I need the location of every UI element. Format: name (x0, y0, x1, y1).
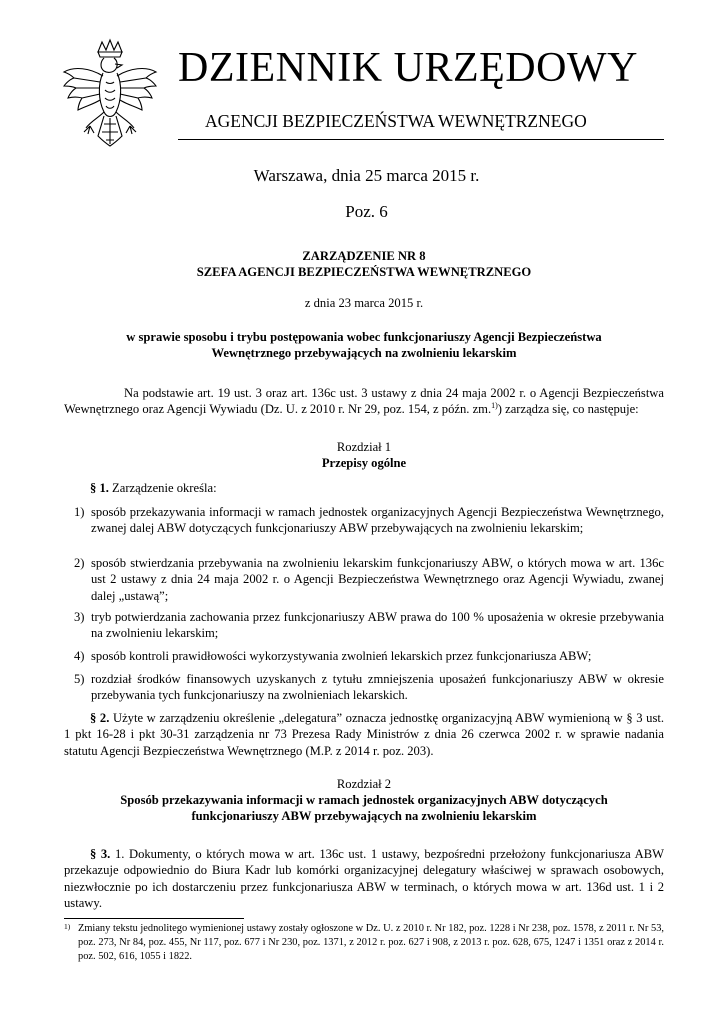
paragraph-3-mark: § 3. (90, 847, 111, 861)
footnote-mark: 1) (64, 922, 71, 931)
order-title-line1: ZARZĄDZENIE NR 8 (302, 249, 426, 263)
list-item-text: rozdział środków finansowych uzyskanych z tytułu zmniejszenia uposażeń funkcjonariuszy ABW w okresie przebywania tych funkcjonariuszy na zwolnieniach lekarskich. (91, 672, 664, 703)
journal-subtitle: AGENCJI BEZPIECZEŃSTWA WEWNĘTRZNEGO (205, 111, 587, 131)
footnote (64, 922, 664, 964)
paragraph-2-mark: § 2. (90, 711, 110, 725)
position-number: Poz. 6 (345, 202, 388, 221)
chapter2-title-line2: funkcjonariuszy ABW przebywających na zwolnieniu lekarskim (191, 809, 537, 823)
order-subject-line1: w sprawie sposobu i trybu postępowania wobec funkcjonariuszy Agencji Bezpieczeństwa (126, 330, 602, 344)
chapter2-label: Rozdział 2 (336, 777, 392, 791)
paragraph-2 (64, 710, 664, 759)
paragraph-1-text: Zarządzenie określa: (112, 481, 217, 495)
preamble (64, 385, 664, 418)
paragraph-2-text: Użyte w zarządzeniu określenie „delegatura” oznacza jednostkę organizacyjną ABW wymienioną w § 3 ust. 1 pkt 16-28 i pkt 30-31 zarządzenia nr 73 Prezesa Rady Ministrów z dnia 26 czerwca 2002 r. w sprawie nadania statutu Agencji Bezpieczeństwa Wewnętrznego (M.P. z 2014 r. poz. 203). (64, 711, 664, 758)
list-item-number: 3) (74, 610, 85, 624)
paragraph-1-mark: § 1. (90, 481, 109, 495)
chapter1-title: Przepisy ogólne (321, 456, 407, 470)
order-subject-line2: Wewnętrznego przebywających na zwolnieniu lekarskim (211, 346, 517, 360)
list-item-number: 5) (74, 672, 85, 686)
list-item-number: 2) (74, 556, 85, 570)
list-item-text: sposób przekazywania informacji w ramach jednostek organizacyjnych Agencji Bezpieczeństwa Wewnętrznego, zwanej dalej ABW dotyczących funkcjonariuszy ABW przebywających na zwolnieniu lekarskim; (91, 505, 664, 536)
list-item-number: 1) (74, 505, 85, 519)
list-item (64, 648, 664, 664)
footnote-divider (64, 918, 244, 919)
journal-title: DZIENNIK URZĘDOWY (178, 45, 638, 91)
list-item-text: sposób kontroli prawidłowości wykorzystywania zwolnień lekarskich przez funkcjonariusza ABW; (91, 649, 592, 663)
paragraph-3-text: 1. Dokumenty, o których mowa w art. 136c ust. 1 ustawy, bezpośredni przełożony funkcjonariusza ABW przekazuje odpowiednio do Biura Kadr lub komórki organizacyjnej delegatury właściwej w sprawach osobowych, niezwłocznie po ich dostarczeniu przez funkcjonariusza ABW w terminach, o których mowa w art. 136d ust. 1 i 2 ustawy. (64, 847, 665, 910)
chapter1-label: Rozdział 1 (336, 440, 392, 454)
paragraph-1-intro (64, 480, 664, 496)
list-item-text: sposób stwierdzania przebywania na zwolnieniu lekarskim funkcjonariuszy ABW, o których mowa w art. 136c ust 2 ustawy z dnia 24 maja 2002 r. o Agencji Bezpieczeństwa Wewnętrznego oraz Agencji Wywiadu, zwanej dalej „ustawą”; (91, 556, 664, 603)
masthead-divider (178, 139, 664, 140)
preamble-text: Na podstawie art. 19 ust. 3 oraz art. 136c ust. 3 ustawy z dnia 24 maja 2002 r. o Agencji Bezpieczeństwa Wewnętrznego oraz Agencji Wywiadu (Dz. U. z 2010 r. Nr 29, poz. 154, z późn. zm. (64, 386, 664, 417)
preamble-text-end: ) zarządza się, co następuje: (497, 402, 639, 417)
footnote-reference: 1) (491, 401, 498, 411)
list-item-text: tryb potwierdzania zachowania przez funkcjonariuszy ABW prawa do 100 % uposażenia w okresie przebywania na zwolnieniu lekarskim; (91, 610, 664, 641)
list-item-number: 4) (74, 649, 85, 663)
order-date: z dnia 23 marca 2015 r. (304, 296, 424, 310)
polish-eagle-emblem-icon (60, 38, 160, 154)
list-item (64, 671, 664, 704)
list-item (64, 504, 664, 537)
footnote-text: Zmiany tekstu jednolitego wymienionej ustawy zostały ogłoszone w Dz. U. z 2010 r. Nr 182, poz. 1228 i Nr 238, poz. 1578, z 2011 r. Nr 53, poz. 273, Nr 84, poz. 455, Nr 117, poz. 677 i Nr 230, poz. 1371, z 2012 r. poz. 627 i 908, z 2013 r. poz. 628, 675, 1247 i 1351 oraz z 2014 r. poz. 502, 616, 1055 i 1822. (78, 923, 664, 962)
list-item (64, 555, 664, 604)
list-item (64, 609, 664, 642)
paragraph-3 (64, 846, 664, 911)
chapter2-title-line1: Sposób przekazywania informacji w ramach jednostek organizacyjnych ABW dotyczących (120, 793, 608, 807)
order-title-line2: SZEFA AGENCJI BEZPIECZEŃSTWA WEWNĘTRZNEGO (196, 265, 532, 279)
publication-dateline: Warszawa, dnia 25 marca 2015 r. (253, 166, 480, 185)
